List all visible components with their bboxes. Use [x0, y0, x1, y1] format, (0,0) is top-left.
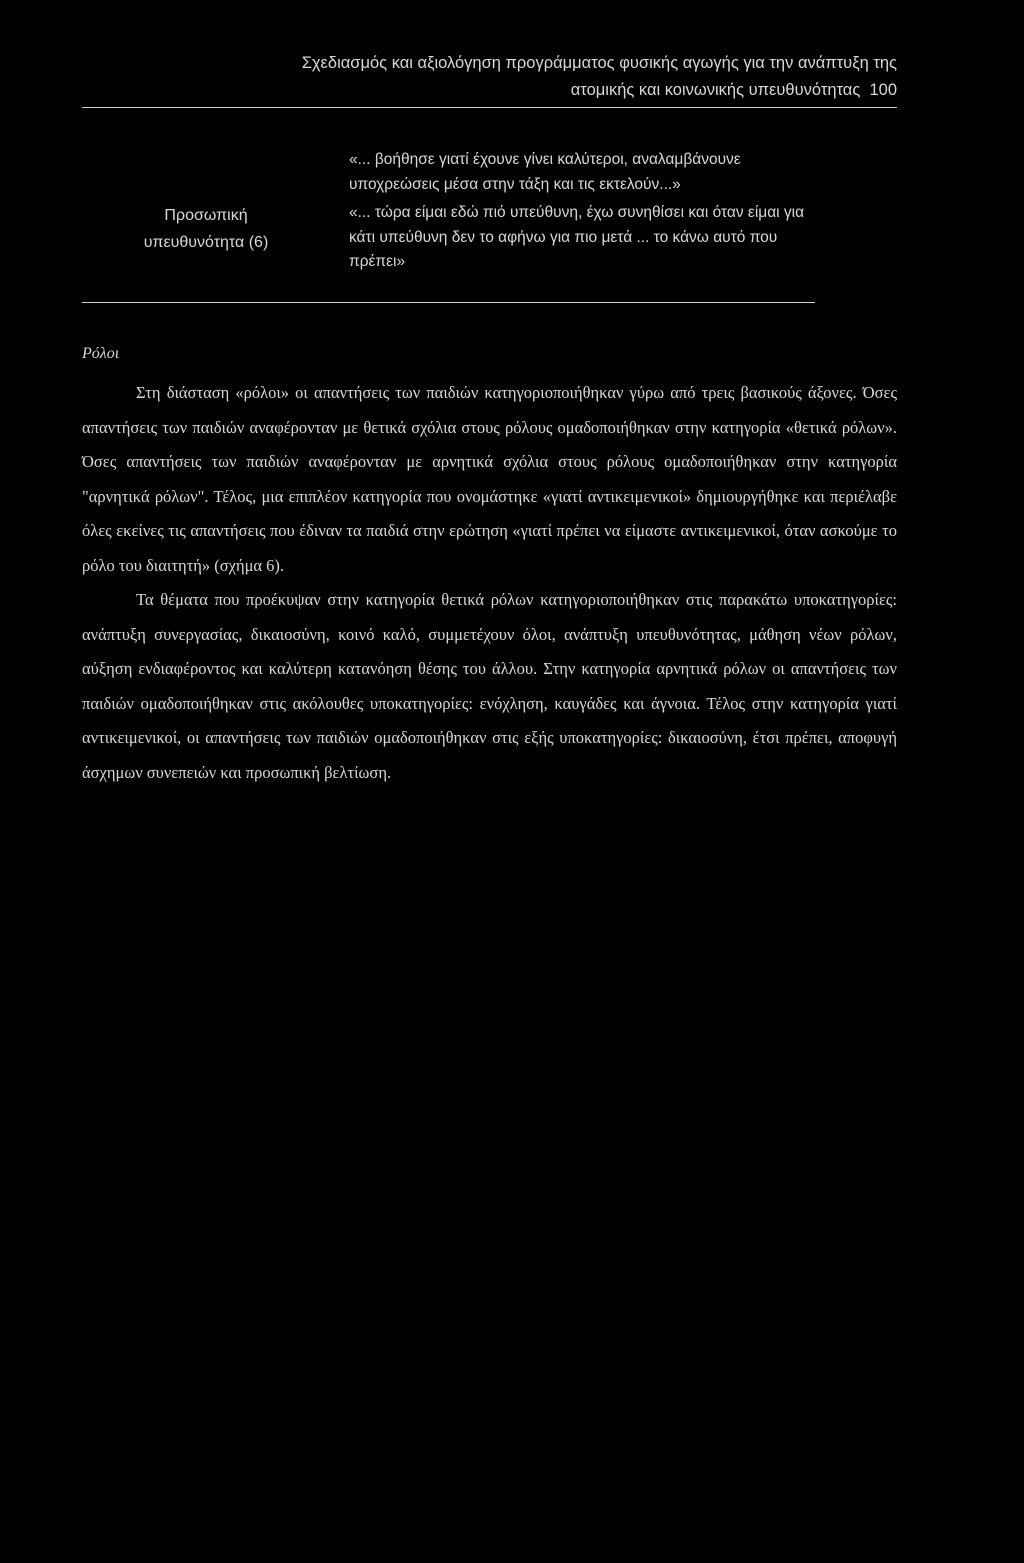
- header-title-line1: Σχεδιασμός και αξιολόγηση προγράμματος φυσικής αγωγής για την ανάπτυξη της: [301, 54, 897, 72]
- table-bottom-rule: [82, 302, 815, 303]
- header-title-line2: ατομικής και κοινωνικής υπευθυνότητας: [570, 81, 861, 99]
- table-quotes-cell: [349, 148, 809, 279]
- paragraph-2: Τα θέματα που προέκυψαν στην κατηγορία θετικά ρόλων κατηγοριοποιήθηκαν στις παρακάτω υποκατηγορίες: ανάπτυξη συνεργασίας, δικαιοσύνη, κοινό καλό, συμμετέχουν όλοι, ανάπτυξη υπευθυνότητας, μάθηση νέων ρόλων, αύξηση ενδιαφέροντος και καλύτερη κατανόηση θέσης του άλλου. Στην κατηγορία αρνητικά ρόλων οι απαντήσεις των παιδιών ομαδοποιήθηκαν στις ακόλουθες υποκατηγορίες: ενόχληση, καυγάδες και άγνοια. Τέλος στην κατηγορία γιατί αντικειμενικοί, οι απαντήσεις των παιδιών ομαδοποιήθηκαν στις εξής υποκατηγορίες: δικαιοσύνη, έτσι πρέπει, αποφυγή άσχημων συνεπειών και προσωπική βελτίωση.: [82, 590, 897, 782]
- running-header: [140, 50, 897, 104]
- category-line1: Προσωπική: [164, 207, 248, 224]
- section-heading: Ρόλοι: [82, 345, 120, 362]
- category-line2: υπευθυνότητα (6): [143, 234, 269, 251]
- quote-2: «... τώρα είμαι εδώ πιό υπεύθυνη, έχω συνηθίσει και όταν είμαι για κάτι υπεύθυνη δεν το αφήνω για πιο μετά ... το κάνω αυτό που πρέπει»: [349, 204, 805, 270]
- header-rule: [82, 107, 897, 108]
- header-title-line2-wrap: [140, 77, 897, 104]
- table-category-cell: [92, 202, 320, 256]
- body-text: [82, 376, 897, 790]
- quote-1: «... βοήθησε γιατί έχουνε γίνει καλύτεροι, αναλαμβάνουνε υποχρεώσεις μέσα στην τάξη και τις εκτελούν...»: [349, 151, 741, 193]
- page-number: 100: [869, 81, 897, 99]
- paragraph-1: Στη διάσταση «ρόλοι» οι απαντήσεις των παιδιών κατηγοριοποιήθηκαν γύρω από τρεις βασικούς άξονες. Όσες απαντήσεις των παιδιών αναφέρονταν με θετικά σχόλια στους ρόλους ομαδοποιήθηκαν στην κατηγορία «θετικά ρόλων». Όσες απαντήσεις των παιδιών αναφέρονταν με αρνητικά σχόλια στους ρόλους ομαδοποιήθηκαν στην κατηγορία "αρνητικά ρόλων". Τέλος, μια επιπλέον κατηγορία που ονομάστηκε «γιατί αντικειμενικοί» δημιουργήθηκε και περιέλαβε όλες εκείνες τις απαντήσεις που έδιναν τα παιδιά στην ερώτηση «γιατί πρέπει να είμαστε αντικειμενικοί, όταν ασκούμε το ρόλο του διαιτητή» (σχήμα 6).: [82, 383, 897, 575]
